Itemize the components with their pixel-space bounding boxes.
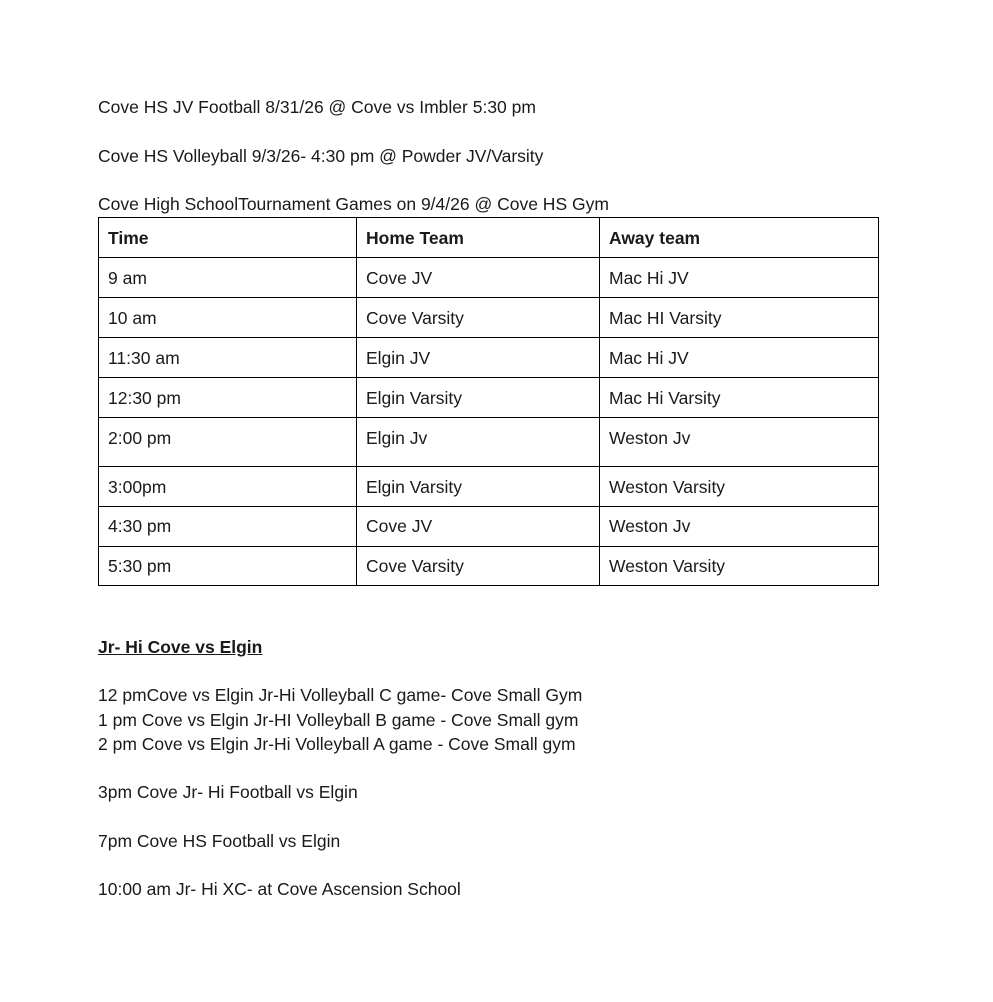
cell-time: 3:00pm — [99, 467, 357, 507]
header-time: Time — [99, 218, 357, 258]
cell-time: 5:30 pm — [99, 547, 357, 586]
hs-football: 7pm Cove HS Football vs Elgin — [98, 831, 341, 851]
cell-home: Cove JV — [357, 507, 600, 547]
tournament-schedule-table — [98, 217, 879, 586]
cell-away: Weston Varsity — [600, 547, 879, 586]
header-home-team: Home Team — [357, 218, 600, 258]
cell-away: Mac Hi JV — [600, 338, 879, 378]
cell-home: Cove JV — [357, 258, 600, 298]
table-row — [99, 338, 879, 378]
cell-time: 10 am — [99, 298, 357, 338]
cell-away: Mac Hi JV — [600, 258, 879, 298]
table-row — [99, 547, 879, 586]
cell-time: 2:00 pm — [99, 418, 357, 467]
table-row — [99, 298, 879, 338]
announcement-volleyball: Cove HS Volleyball 9/3/26- 4:30 pm @ Powder JV/Varsity — [98, 146, 544, 166]
cell-home: Elgin JV — [357, 338, 600, 378]
header-away-team: Away team — [600, 218, 879, 258]
cell-away: Weston Jv — [600, 418, 879, 467]
jrhi-volleyball-a-game: 2 pm Cove vs Elgin Jr-Hi Volleyball A game - Cove Small gym — [98, 734, 576, 754]
announcement-jv-football: Cove HS JV Football 8/31/26 @ Cove vs Imbler 5:30 pm — [98, 97, 536, 117]
jrhi-xc: 10:00 am Jr- Hi XC- at Cove Ascension School — [98, 879, 461, 899]
table-row — [99, 467, 879, 507]
jrhi-volleyball-c-game: 12 pmCove vs Elgin Jr-Hi Volleyball C game- Cove Small Gym — [98, 685, 583, 705]
table-header-row — [99, 218, 879, 258]
cell-home: Elgin Varsity — [357, 378, 600, 418]
cell-home: Cove Varsity — [357, 547, 600, 586]
cell-away: Weston Varsity — [600, 467, 879, 507]
cell-away: Weston Jv — [600, 507, 879, 547]
jrhi-heading: Jr- Hi Cove vs Elgin — [98, 637, 263, 657]
cell-time: 12:30 pm — [99, 378, 357, 418]
cell-time: 9 am — [99, 258, 357, 298]
cell-time: 4:30 pm — [99, 507, 357, 547]
table-row — [99, 507, 879, 547]
cell-away: Mac Hi Varsity — [600, 378, 879, 418]
cell-home: Elgin Jv — [357, 418, 600, 467]
jrhi-football: 3pm Cove Jr- Hi Football vs Elgin — [98, 782, 358, 802]
table-row — [99, 378, 879, 418]
cell-home: Elgin Varsity — [357, 467, 600, 507]
cell-time: 11:30 am — [99, 338, 357, 378]
cell-home: Cove Varsity — [357, 298, 600, 338]
announcement-tournament: Cove High SchoolTournament Games on 9/4/26 @ Cove HS Gym — [98, 194, 609, 214]
jrhi-volleyball-b-game: 1 pm Cove vs Elgin Jr-HI Volleyball B game - Cove Small gym — [98, 710, 579, 730]
cell-away: Mac HI Varsity — [600, 298, 879, 338]
table-row — [99, 418, 879, 467]
table-row — [99, 258, 879, 298]
